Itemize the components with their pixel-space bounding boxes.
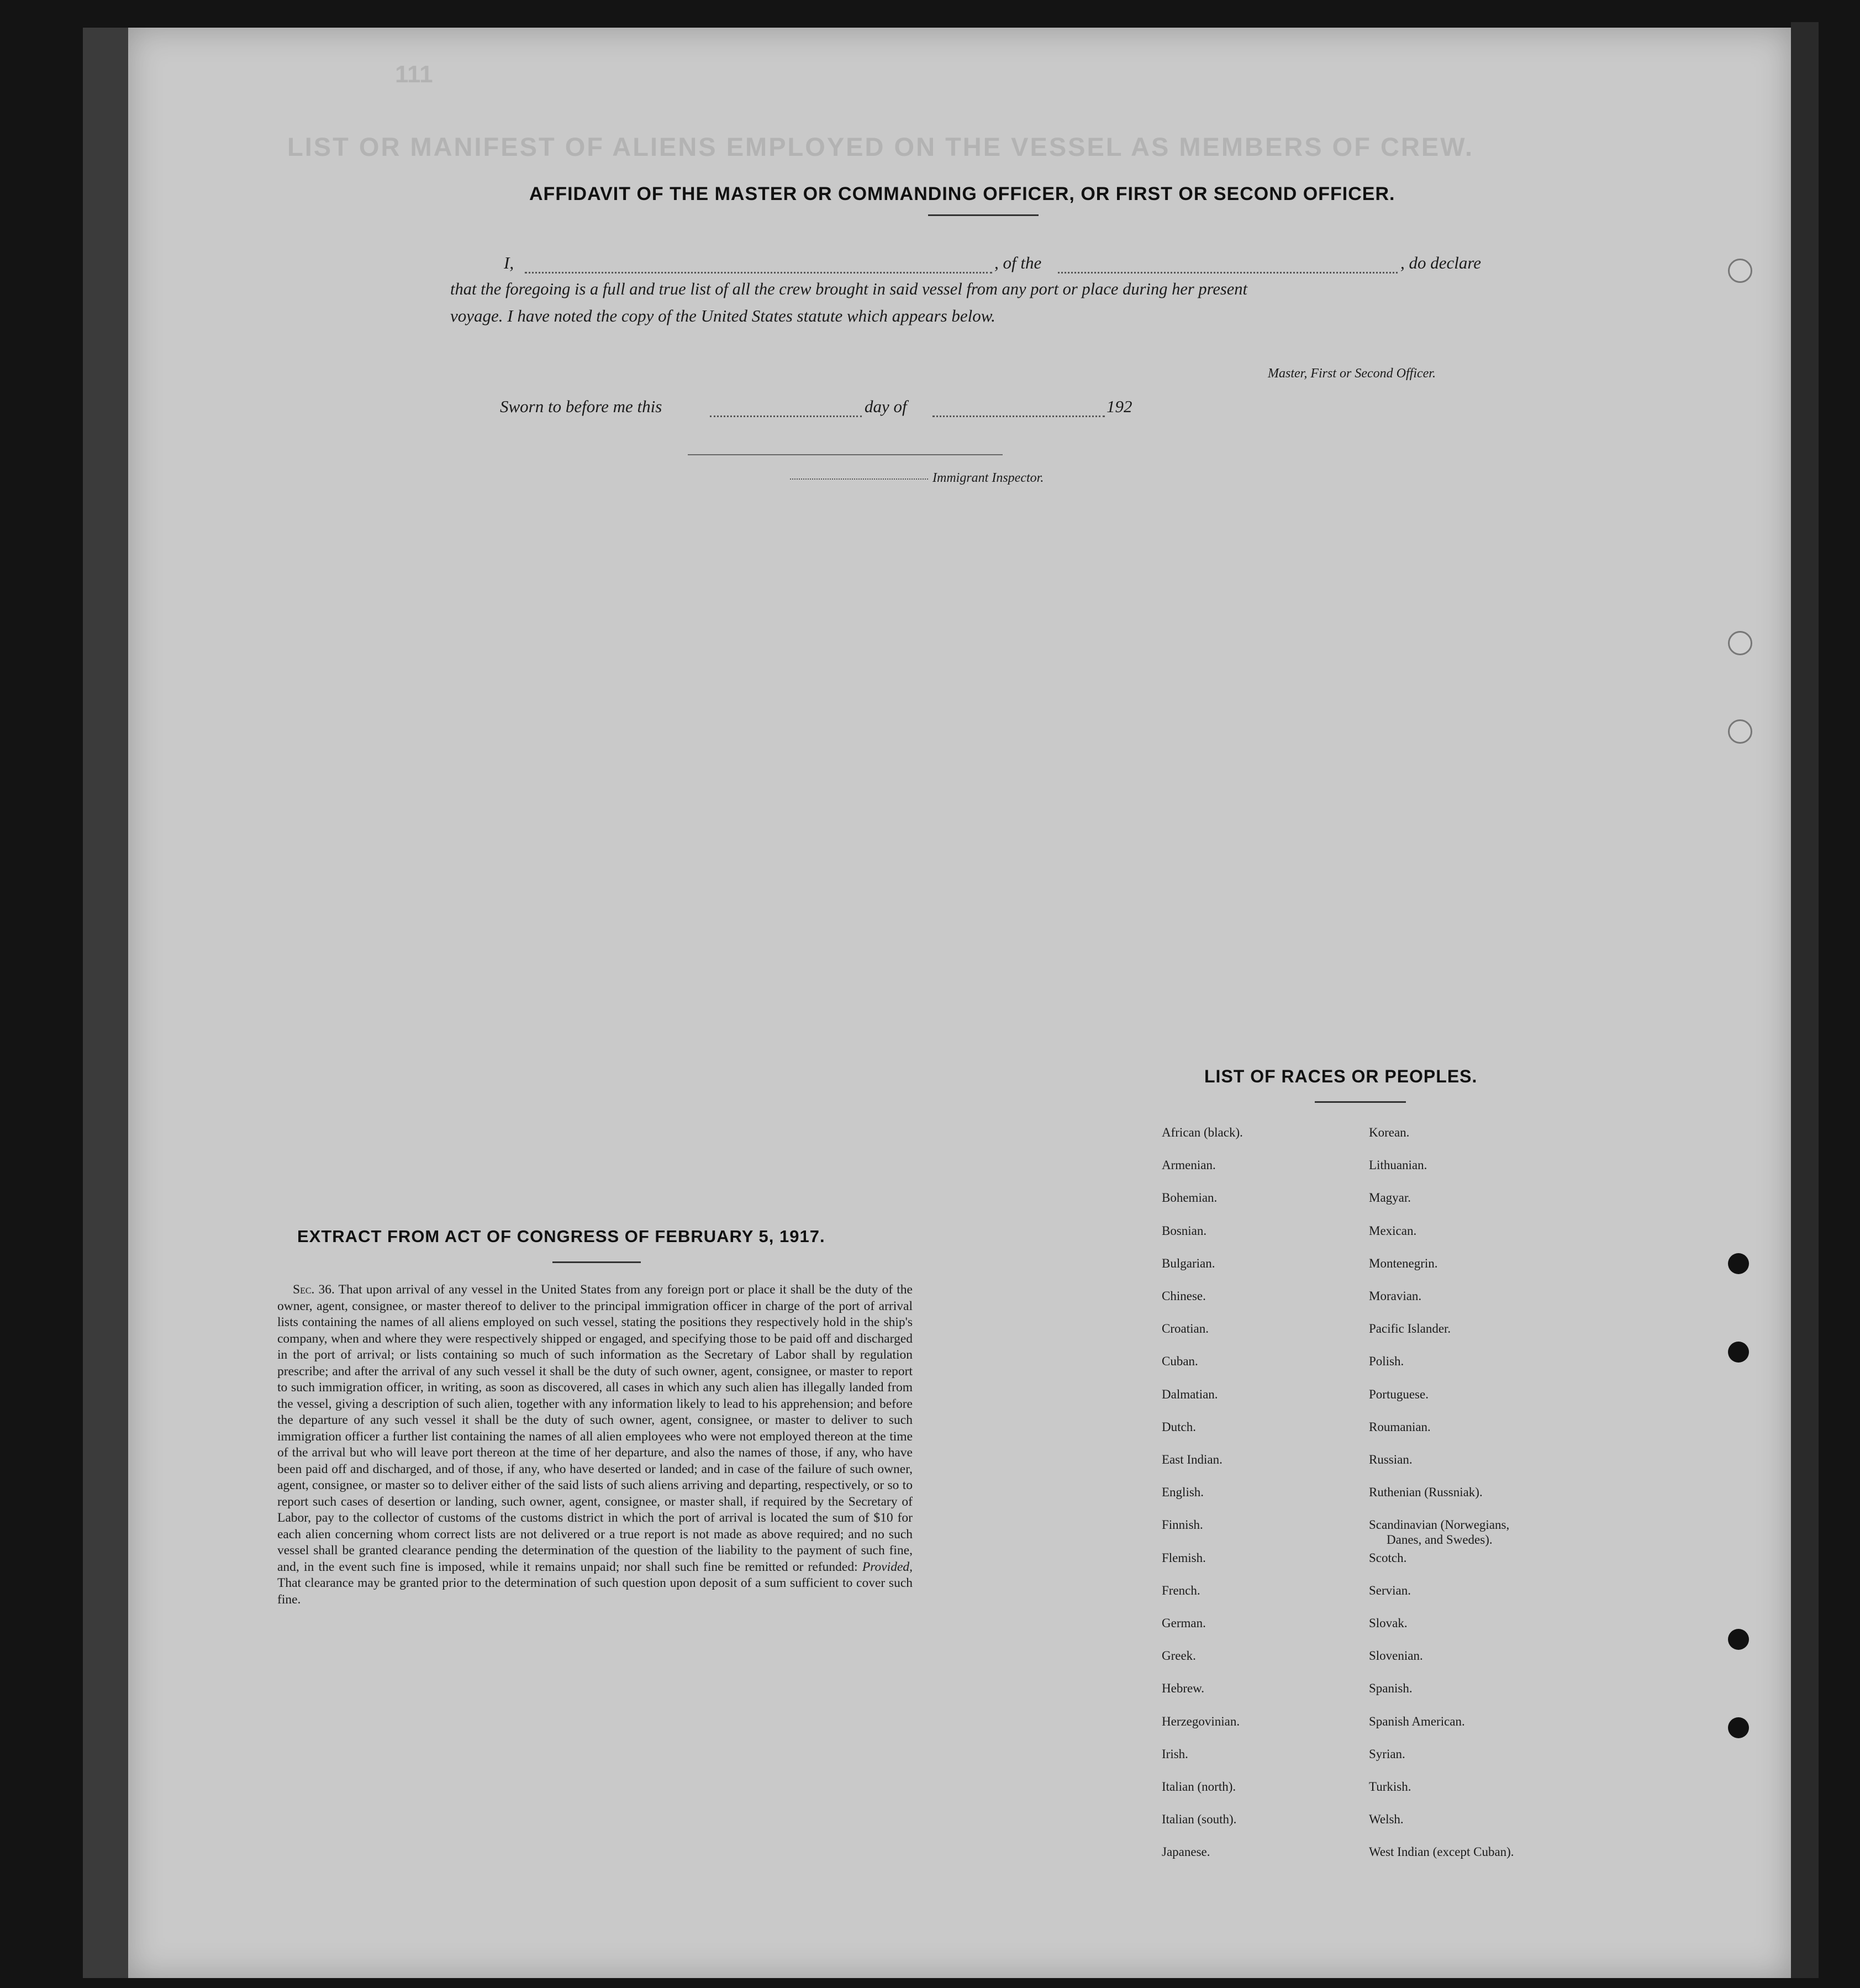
affidavit-i: I,	[504, 253, 514, 272]
race-item: German.	[1162, 1616, 1206, 1630]
sworn-day-field[interactable]	[710, 416, 862, 417]
race-item: Scandinavian (Norwegians,	[1369, 1518, 1510, 1532]
race-item: Lithuanian.	[1369, 1158, 1427, 1172]
page-shadow-right	[1791, 22, 1819, 1978]
manifest-title-faint: LIST OR MANIFEST OF ALIENS EMPLOYED ON THE VESSEL AS MEMBERS OF CREW.	[287, 132, 1474, 161]
race-item: Hebrew.	[1162, 1681, 1205, 1695]
race-item: Servian.	[1369, 1584, 1411, 1597]
race-item: Cuban.	[1162, 1354, 1198, 1368]
races-title: LIST OF RACES OR PEOPLES.	[1204, 1066, 1478, 1086]
extract-title: EXTRACT FROM ACT OF CONGRESS OF FEBRUARY 5, 1917.	[297, 1227, 825, 1246]
race-item: Dalmatian.	[1162, 1387, 1218, 1401]
race-item: African (black).	[1162, 1126, 1243, 1139]
affidavit-line-2: that the foregoing is a full and true list of all the crew brought in said vessel from any port or place during her present	[450, 280, 1248, 298]
page-shadow-left	[83, 28, 128, 1978]
race-item: Japanese.	[1162, 1845, 1210, 1859]
year-label: 192	[1106, 397, 1132, 416]
master-name-field[interactable]	[525, 272, 992, 274]
race-item: Italian (north).	[1162, 1780, 1236, 1794]
binder-hole	[1728, 719, 1752, 744]
inspector-signature-line	[688, 454, 1003, 455]
race-item: Magyar.	[1369, 1191, 1411, 1205]
race-item: Dutch.	[1162, 1420, 1196, 1434]
race-item: Scotch.	[1369, 1551, 1407, 1565]
race-item: Russian.	[1369, 1453, 1413, 1466]
race-item: Moravian.	[1369, 1289, 1422, 1303]
race-item: Armenian.	[1162, 1158, 1216, 1172]
race-item: Bosnian.	[1162, 1224, 1207, 1238]
race-item: Irish.	[1162, 1747, 1188, 1761]
race-item: Slovak.	[1369, 1616, 1408, 1630]
race-item: Turkish.	[1369, 1780, 1411, 1794]
page-number-faint: 111	[395, 61, 433, 88]
master-officer-label: Master, First or Second Officer.	[1268, 366, 1436, 381]
race-item: Polish.	[1369, 1354, 1404, 1368]
race-item: East Indian.	[1162, 1453, 1223, 1466]
race-scandinavian-continuation: Danes, and Swedes).	[1387, 1533, 1493, 1547]
statute-text	[277, 1282, 913, 1608]
race-item: Ruthenian (Russniak).	[1369, 1485, 1483, 1499]
sworn-label: Sworn to before me this	[500, 397, 662, 416]
extract-title-rule	[552, 1261, 641, 1263]
race-item: Flemish.	[1162, 1551, 1206, 1565]
statute-body: That upon arrival of any vessel in the United States from any foreign port or place it shall be the duty of the owner, agent, consignee, or master thereof to deliver to the principal immigration officer in charge of the port of arrival lists containing the names of all aliens employed on such vessel, stating the positions they respectively hold in the ship's company, when and where they were respectively shipped or engaged, and specifying those to be paid off and discharged in the port of arrival; or lists containing so much of such information as the Secretary of Labor shall by regulation prescribe; and after the arrival of any such vessel it shall be the duty of such owner, agent, consignee, or master to report to such immigration officer, in writing, as soon as discovered, all cases in which any such alien has illegally landed from the vessel, giving a description of such alien, together with any information likely to lead to his apprehension; and before the departure of any such vessel it shall be the duty of such owner, agent, consignee, or master to deliver to such immigration officer a further list containing the names of all alien employees who were not employed thereon at the time of the arrival but who will leave port thereon at the time of her departure, and also the names of those, if any, who have been paid off and discharged, and of those, if any, who have deserted or landed; and in case of the failure of such owner, agent, consignee, or master so to deliver either of the said lists of such aliens arriving and departing, respectively, or so to report such cases of desertion or landing, such owner, agent, consignee, or master shall, if required by the Secretary of Labor, pay to the collector of customs of the customs district in which the port of arrival is located the sum of $10 for each alien concerning whom correct lists are not delivered or a true report is not made as above required; and no such vessel shall be granted clearance pending the determination of the question of the liability to the payment of such fine, and, in the event such fine is imposed, while it remains unpaid; nor shall such fine be remitted or refunded:	[277, 1282, 913, 1574]
race-item: English.	[1162, 1485, 1204, 1499]
race-item: Slovenian.	[1369, 1649, 1423, 1663]
race-item: Korean.	[1369, 1126, 1410, 1139]
immigrant-inspector-label: Immigrant Inspector.	[932, 471, 1044, 485]
binder-hole	[1728, 1342, 1749, 1363]
race-item: Italian (south).	[1162, 1812, 1237, 1826]
race-item: Pacific Islander.	[1369, 1322, 1451, 1335]
sworn-month-field[interactable]	[932, 416, 1105, 417]
race-item: Finnish.	[1162, 1518, 1203, 1532]
section-label: Sec. 36.	[293, 1282, 335, 1297]
race-item: Greek.	[1162, 1649, 1196, 1663]
affidavit-title-rule	[928, 214, 1039, 216]
race-item: Welsh.	[1369, 1812, 1404, 1826]
race-item: Spanish American.	[1369, 1714, 1465, 1728]
race-item: Syrian.	[1369, 1747, 1405, 1761]
affidavit-of-the: , of the	[994, 253, 1042, 272]
affidavit-do-declare: , do declare	[1400, 253, 1482, 272]
race-item: Bulgarian.	[1162, 1256, 1215, 1270]
inspector-field[interactable]	[790, 478, 928, 480]
day-of-label: day of	[865, 397, 907, 416]
binder-hole	[1728, 259, 1752, 283]
races-title-rule	[1315, 1101, 1406, 1103]
affidavit-line-3: voyage. I have noted the copy of the United States statute which appears below.	[450, 306, 995, 325]
race-item: Bohemian.	[1162, 1191, 1218, 1205]
race-item: West Indian (except Cuban).	[1369, 1845, 1514, 1859]
race-item: Croatian.	[1162, 1322, 1209, 1335]
race-item: Montenegrin.	[1369, 1256, 1438, 1270]
race-item: Spanish.	[1369, 1681, 1413, 1695]
race-item: Chinese.	[1162, 1289, 1206, 1303]
race-item: French.	[1162, 1584, 1200, 1597]
binder-hole	[1728, 1629, 1749, 1650]
race-item: Portuguese.	[1369, 1387, 1429, 1401]
binder-hole	[1728, 1717, 1749, 1738]
statute-ending: That clearance may be granted prior to the determination of such question upon deposit of a sum sufficient to cover such fine.	[277, 1576, 913, 1607]
race-item: Herzegovinian.	[1162, 1714, 1240, 1728]
vessel-name-field[interactable]	[1058, 272, 1398, 274]
binder-hole	[1728, 1253, 1749, 1274]
provided-word: Provided,	[862, 1559, 913, 1574]
race-item: Roumanian.	[1369, 1420, 1431, 1434]
race-item: Mexican.	[1369, 1224, 1417, 1238]
affidavit-title: AFFIDAVIT OF THE MASTER OR COMMANDING OFFICER, OR FIRST OR SECOND OFFICER.	[529, 183, 1395, 204]
binder-hole	[1728, 631, 1752, 655]
